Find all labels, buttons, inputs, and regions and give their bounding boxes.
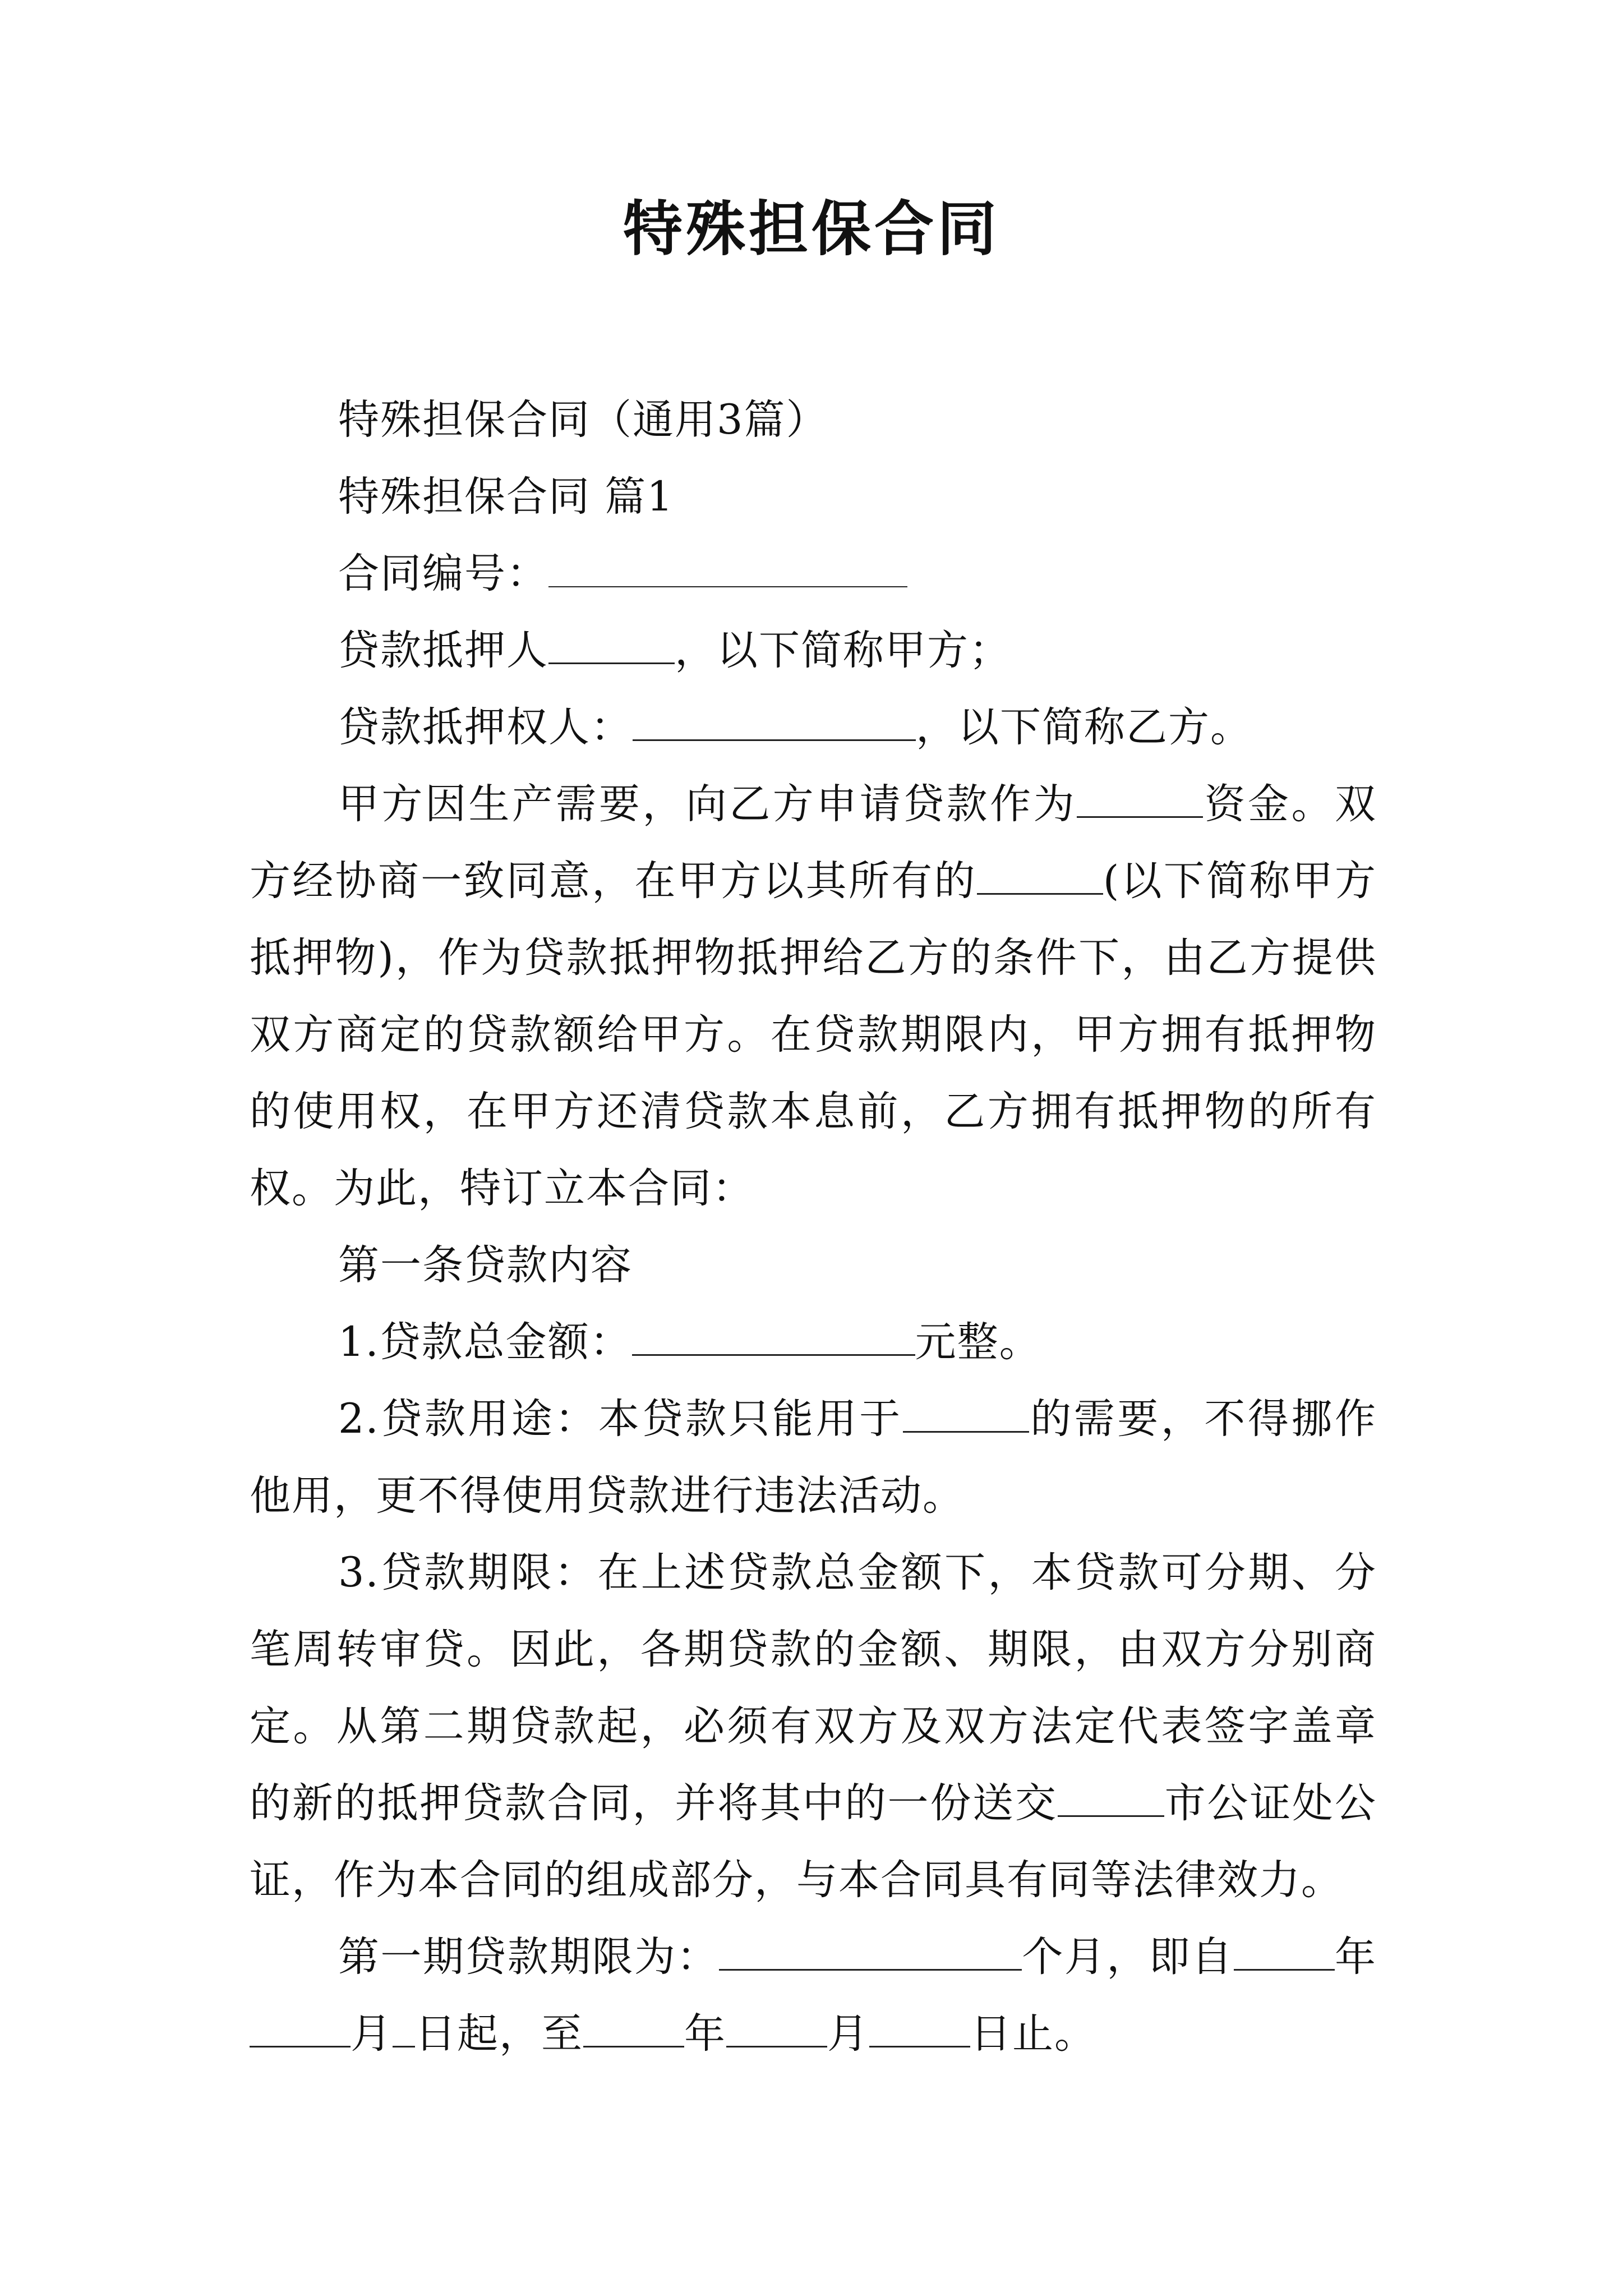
first-period-text-3: 月 [351,2010,393,2058]
start-month-blank [250,2009,351,2047]
end-month-blank [726,2009,827,2047]
mortgagee-suffix: ，以下简称乙方。 [916,703,1252,751]
end-day-blank [869,2009,970,2047]
paragraph-purpose [250,766,1377,1227]
first-period-text-1: 个月，即自 [1021,1933,1234,1981]
item-1 [250,1304,1377,1381]
article-1-heading: 第一条贷款内容 [338,1241,633,1289]
item-2-text-1: 2.贷款用途：本贷款只能用于 [338,1395,903,1443]
collateral-blank [977,856,1103,895]
first-period-label: 第一期贷款期限为： [338,1933,719,1981]
paragraph-purpose-text-2: 资金。双方经协商一致同意，在甲方以其所有的 [250,780,1377,905]
mortgagor-suffix: ，以下简称甲方； [675,627,1011,674]
first-period-text-4: 日起，至 [415,2010,583,2058]
first-period-text-6: 月 [827,2010,869,2058]
subtitle-line: 特殊担保合同（通用3篇） [338,396,828,444]
end-year-blank [583,2009,684,2047]
item-2 [250,1381,1377,1534]
first-period-text-5: 年 [684,2010,726,2058]
section-heading: 特殊担保合同 篇1 [338,473,674,521]
contract-number-blank [548,549,907,587]
item-1-text-2: 元整。 [915,1318,1041,1366]
item-3 [250,1534,1377,1918]
item-1-text-1: 1.贷款总金额： [338,1318,632,1366]
mortgagor-line [250,612,1377,689]
months-blank [719,1932,1022,1971]
item-3-text-1: 3.贷款期限：在上述贷款总金额下，本贷款可分期、分笔周转审贷。因此，各期贷款的金额、期限，由双方分别商定。从第二期贷款起，必须有双方及双方法定代表签字盖章的新的抵押贷款合同，并将其中的一份送交 [250,1549,1377,1827]
paragraph-purpose-text-3: (以下简称甲方抵押物)，作为贷款抵押物抵押给乙方的条件下，由乙方提供双方商定的贷款额给甲方。在贷款期限内，甲方拥有抵押物的使用权，在甲方还清贷款本息前，乙方拥有抵押物的所有权。为此，特订立本合同： [250,857,1377,1212]
start-day-blank [393,2009,415,2047]
loan-amount-blank [632,1317,915,1356]
mortgagor-blank [548,625,675,664]
mortgagee-line [250,689,1377,766]
first-period-line [250,1918,1377,2072]
paragraph-purpose-text-1: 甲方因生产需要，向乙方申请贷款作为 [338,780,1077,828]
first-period-text-2: 年 [1334,1933,1377,1981]
document-body [250,381,1377,2072]
item-2-text-2: 的需要，不得挪作他用，更不得使用贷款进行违法活动。 [250,1395,1377,1520]
mortgagee-label: 贷款抵押权人： [338,703,633,751]
item-3-text-2: 市公证处公证，作为本合同的组成部分，与本合同具有同等法律效力。 [250,1779,1377,1904]
mortgagor-label: 贷款抵押人 [338,627,548,674]
first-period-text-7: 日止。 [970,2010,1096,2058]
contract-number-label: 合同编号： [338,550,548,597]
start-year-blank [1234,1932,1335,1971]
contract-number-line [250,535,1377,612]
loan-use-blank [903,1394,1029,1433]
document-title: 特殊担保合同 [623,194,1000,264]
mortgagee-blank [633,702,916,741]
fund-purpose-blank [1077,779,1203,818]
notary-city-blank [1058,1778,1164,1817]
